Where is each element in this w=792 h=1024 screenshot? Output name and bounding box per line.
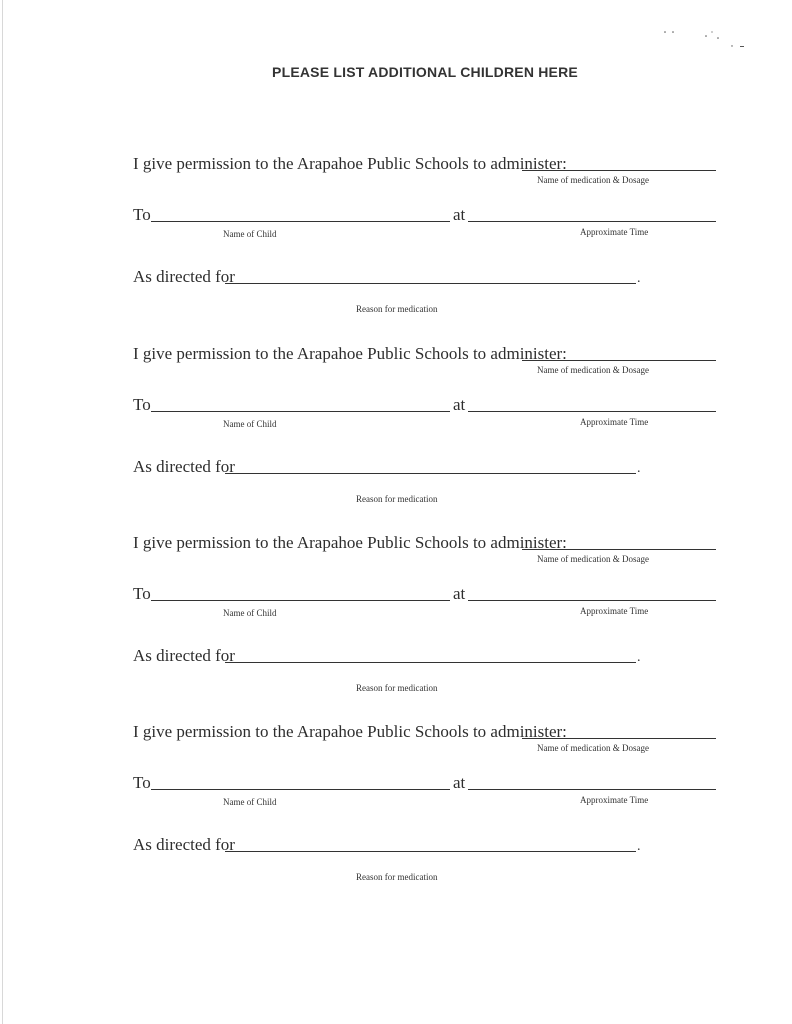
at-label: at: [453, 395, 466, 414]
reason-caption: Reason for medication: [356, 304, 438, 314]
directed-for-label: As directed for: [133, 835, 235, 854]
reason-caption: Reason for medication: [356, 872, 438, 882]
medication-permission-entry-4: [0, 722, 792, 912]
permission-statement: I give permission to the Arapahoe Public Schools to administer:: [133, 154, 567, 173]
line-end-period: .: [637, 650, 641, 665]
line-end-period: .: [637, 271, 641, 286]
child-name-field[interactable]: [151, 221, 450, 222]
directed-for-label: As directed for: [133, 646, 235, 665]
to-label: To: [133, 584, 151, 603]
child-name-caption: Name of Child: [223, 797, 277, 807]
at-label: at: [453, 773, 466, 792]
line-end-period: .: [637, 461, 641, 476]
to-label: To: [133, 395, 151, 414]
approximate-time-caption: Approximate Time: [580, 606, 649, 616]
approximate-time-field[interactable]: [468, 789, 716, 790]
approximate-time-caption: Approximate Time: [580, 227, 649, 237]
reason-field[interactable]: [225, 283, 636, 284]
medication-permission-entry-1: [0, 154, 792, 344]
at-label: at: [453, 584, 466, 603]
directed-for-label: As directed for: [133, 457, 235, 476]
child-name-caption: Name of Child: [223, 419, 277, 429]
permission-statement: I give permission to the Arapahoe Public Schools to administer:: [133, 722, 567, 741]
approximate-time-field[interactable]: [468, 411, 716, 412]
reason-caption: Reason for medication: [356, 683, 438, 693]
line-end-period: .: [637, 839, 641, 854]
child-name-field[interactable]: [151, 789, 450, 790]
approximate-time-field[interactable]: [468, 600, 716, 601]
medication-dosage-caption: Name of medication & Dosage: [537, 365, 649, 375]
reason-field[interactable]: [225, 662, 636, 663]
child-name-field[interactable]: [151, 600, 450, 601]
medication-dosage-field[interactable]: [522, 360, 716, 361]
permission-statement: I give permission to the Arapahoe Public Schools to administer:: [133, 344, 567, 363]
reason-caption: Reason for medication: [356, 494, 438, 504]
to-label: To: [133, 205, 151, 224]
medication-dosage-field[interactable]: [522, 170, 716, 171]
at-label: at: [453, 205, 466, 224]
scan-specks: [660, 28, 760, 52]
reason-field[interactable]: [225, 851, 636, 852]
page-title: PLEASE LIST ADDITIONAL CHILDREN HERE: [272, 64, 578, 80]
medication-permission-entry-2: [0, 344, 792, 534]
medication-dosage-caption: Name of medication & Dosage: [537, 743, 649, 753]
directed-for-label: As directed for: [133, 267, 235, 286]
approximate-time-field[interactable]: [468, 221, 716, 222]
reason-field[interactable]: [225, 473, 636, 474]
to-label: To: [133, 773, 151, 792]
permission-statement: I give permission to the Arapahoe Public Schools to administer:: [133, 533, 567, 552]
medication-dosage-caption: Name of medication & Dosage: [537, 175, 649, 185]
approximate-time-caption: Approximate Time: [580, 795, 649, 805]
medication-permission-entry-3: [0, 533, 792, 723]
medication-dosage-field[interactable]: [522, 738, 716, 739]
child-name-caption: Name of Child: [223, 608, 277, 618]
child-name-field[interactable]: [151, 411, 450, 412]
medication-dosage-caption: Name of medication & Dosage: [537, 554, 649, 564]
child-name-caption: Name of Child: [223, 229, 277, 239]
medication-dosage-field[interactable]: [522, 549, 716, 550]
approximate-time-caption: Approximate Time: [580, 417, 649, 427]
